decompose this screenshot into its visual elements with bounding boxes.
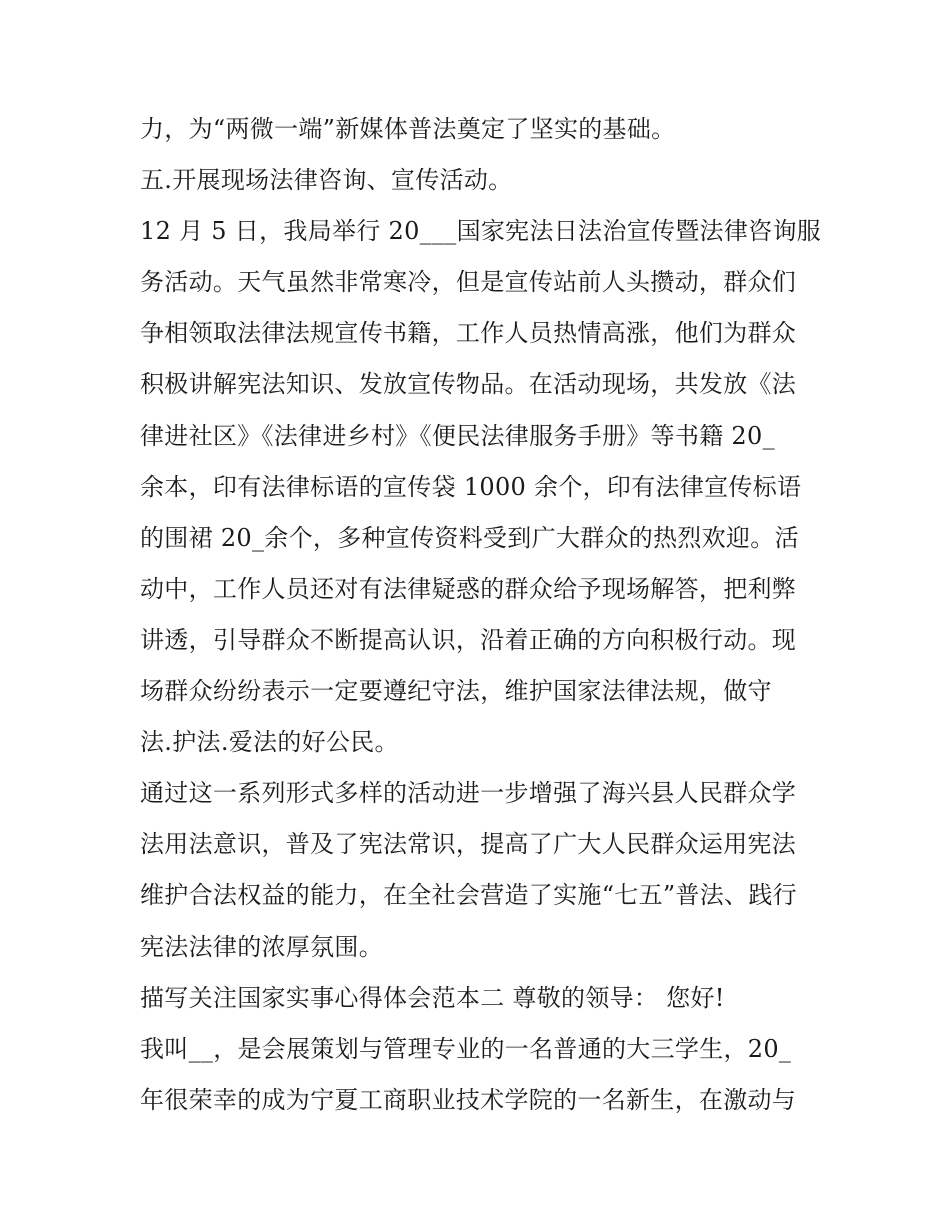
text-line: 动中，工作人员还对有法律疑惑的群众给予现场解答，把利弊 — [140, 574, 797, 603]
text-line: 力，为“两微一端”新媒体普法奠定了坚实的基础。 — [140, 115, 676, 143]
text-line: 积极讲解宪法知识、发放宣传物品。在活动现场，共发放《法 — [140, 370, 797, 399]
text-line: 律进社区》《法律进乡村》《便民法律服务手册》等书籍 20_ — [140, 421, 775, 450]
text-line: 争相领取法律法规宣传书籍，工作人员热情高涨，他们为群众 — [140, 319, 797, 348]
text-line: 讲透，引导群众不断提高认识，沿着正确的方向积极行动。现 — [140, 625, 797, 654]
text-line: 法.护法.爱法的好公民。 — [140, 728, 399, 757]
section-title: 描写关注国家实事心得体会范本二 尊敬的领导： 您好! — [140, 983, 725, 1012]
text-line: 法用法意识，普及了宪法常识，提高了广大人民群众运用宪法 — [140, 830, 797, 859]
section-heading: 五.开展现场法律咨询、宣传活动。 — [140, 166, 513, 195]
text-line: 维护合法权益的能力，在全社会营造了实施“七五”普法、践行 — [140, 881, 797, 910]
text-line: 宪法法律的浓厚氛围。 — [140, 932, 383, 961]
text-line: 12 月 5 日，我局举行 20___国家宪法日法治宣传暨法律咨询服 — [140, 217, 822, 246]
text-line: 通过这一系列形式多样的活动进一步增强了海兴县人民群众学 — [140, 779, 797, 808]
text-line: 场群众纷纷表示一定要遵纪守法，维护国家法律法规，做守 — [140, 677, 772, 706]
document-body — [140, 104, 820, 1126]
text-line: 我叫__，是会展策划与管理专业的一名普通的大三学生，20_ — [140, 1034, 792, 1063]
text-line: 务活动。天气虽然非常寒冷，但是宣传站前人头攒动，群众们 — [140, 268, 797, 297]
text-line: 年很荣幸的成为宁夏工商职业技术学院的一名新生，在激动与 — [140, 1085, 797, 1114]
text-line: 的围裙 20_余个，多种宣传资料受到广大群众的热烈欢迎。活 — [140, 523, 799, 552]
text-line: 余本，印有法律标语的宣传袋 1000 余个，印有法律宣传标语 — [140, 472, 802, 501]
